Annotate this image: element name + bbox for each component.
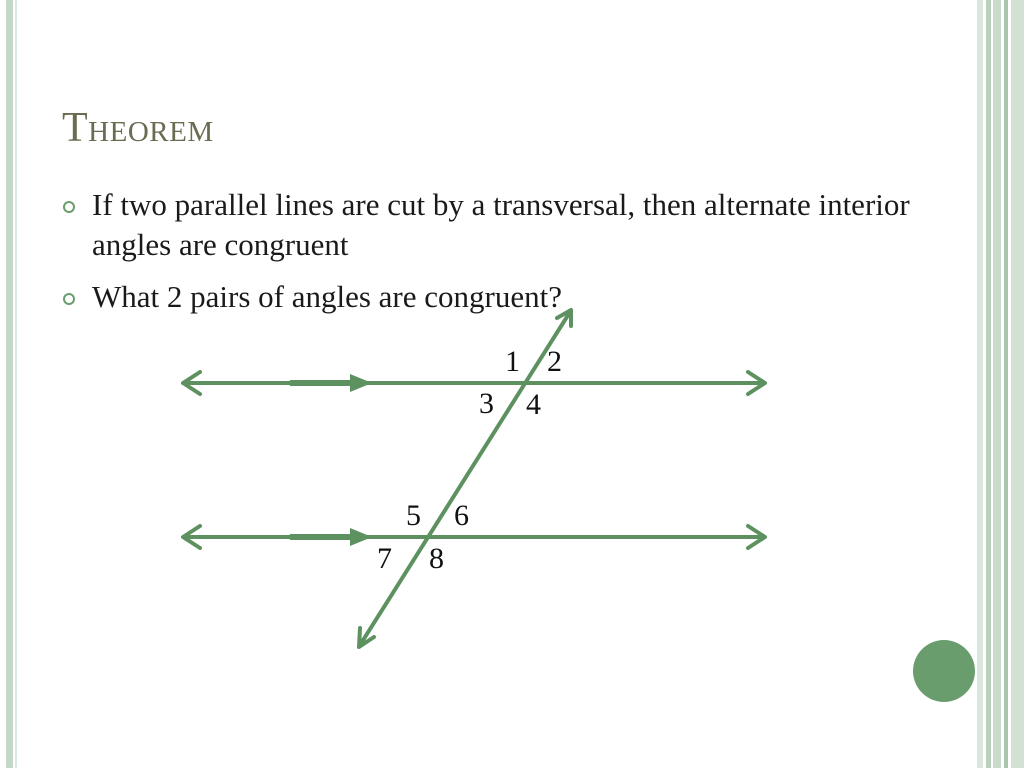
angle-label-1: 1 xyxy=(505,345,520,378)
transversal-line xyxy=(360,312,570,645)
decorative-circle xyxy=(913,640,975,702)
parallel-mark-arrow-icon xyxy=(350,528,372,546)
angle-label-5: 5 xyxy=(406,499,421,532)
bullet-text: If two parallel lines are cut by a transversal, then alternate interior angles are congruent xyxy=(92,187,910,262)
parallel-mark-bottom xyxy=(290,534,350,540)
angle-label-3: 3 xyxy=(479,387,494,420)
angle-label-8: 8 xyxy=(429,542,444,575)
parallel-mark-top xyxy=(290,380,350,386)
angle-label-7: 7 xyxy=(377,542,392,575)
slide-title: Theorem xyxy=(62,105,214,151)
parallel-mark-arrow-icon xyxy=(350,374,372,392)
angle-label-4: 4 xyxy=(526,388,541,421)
angle-label-6: 6 xyxy=(454,499,469,532)
angle-label-2: 2 xyxy=(547,345,562,378)
bullet-text: What 2 pairs of angles are congruent? xyxy=(92,279,562,314)
